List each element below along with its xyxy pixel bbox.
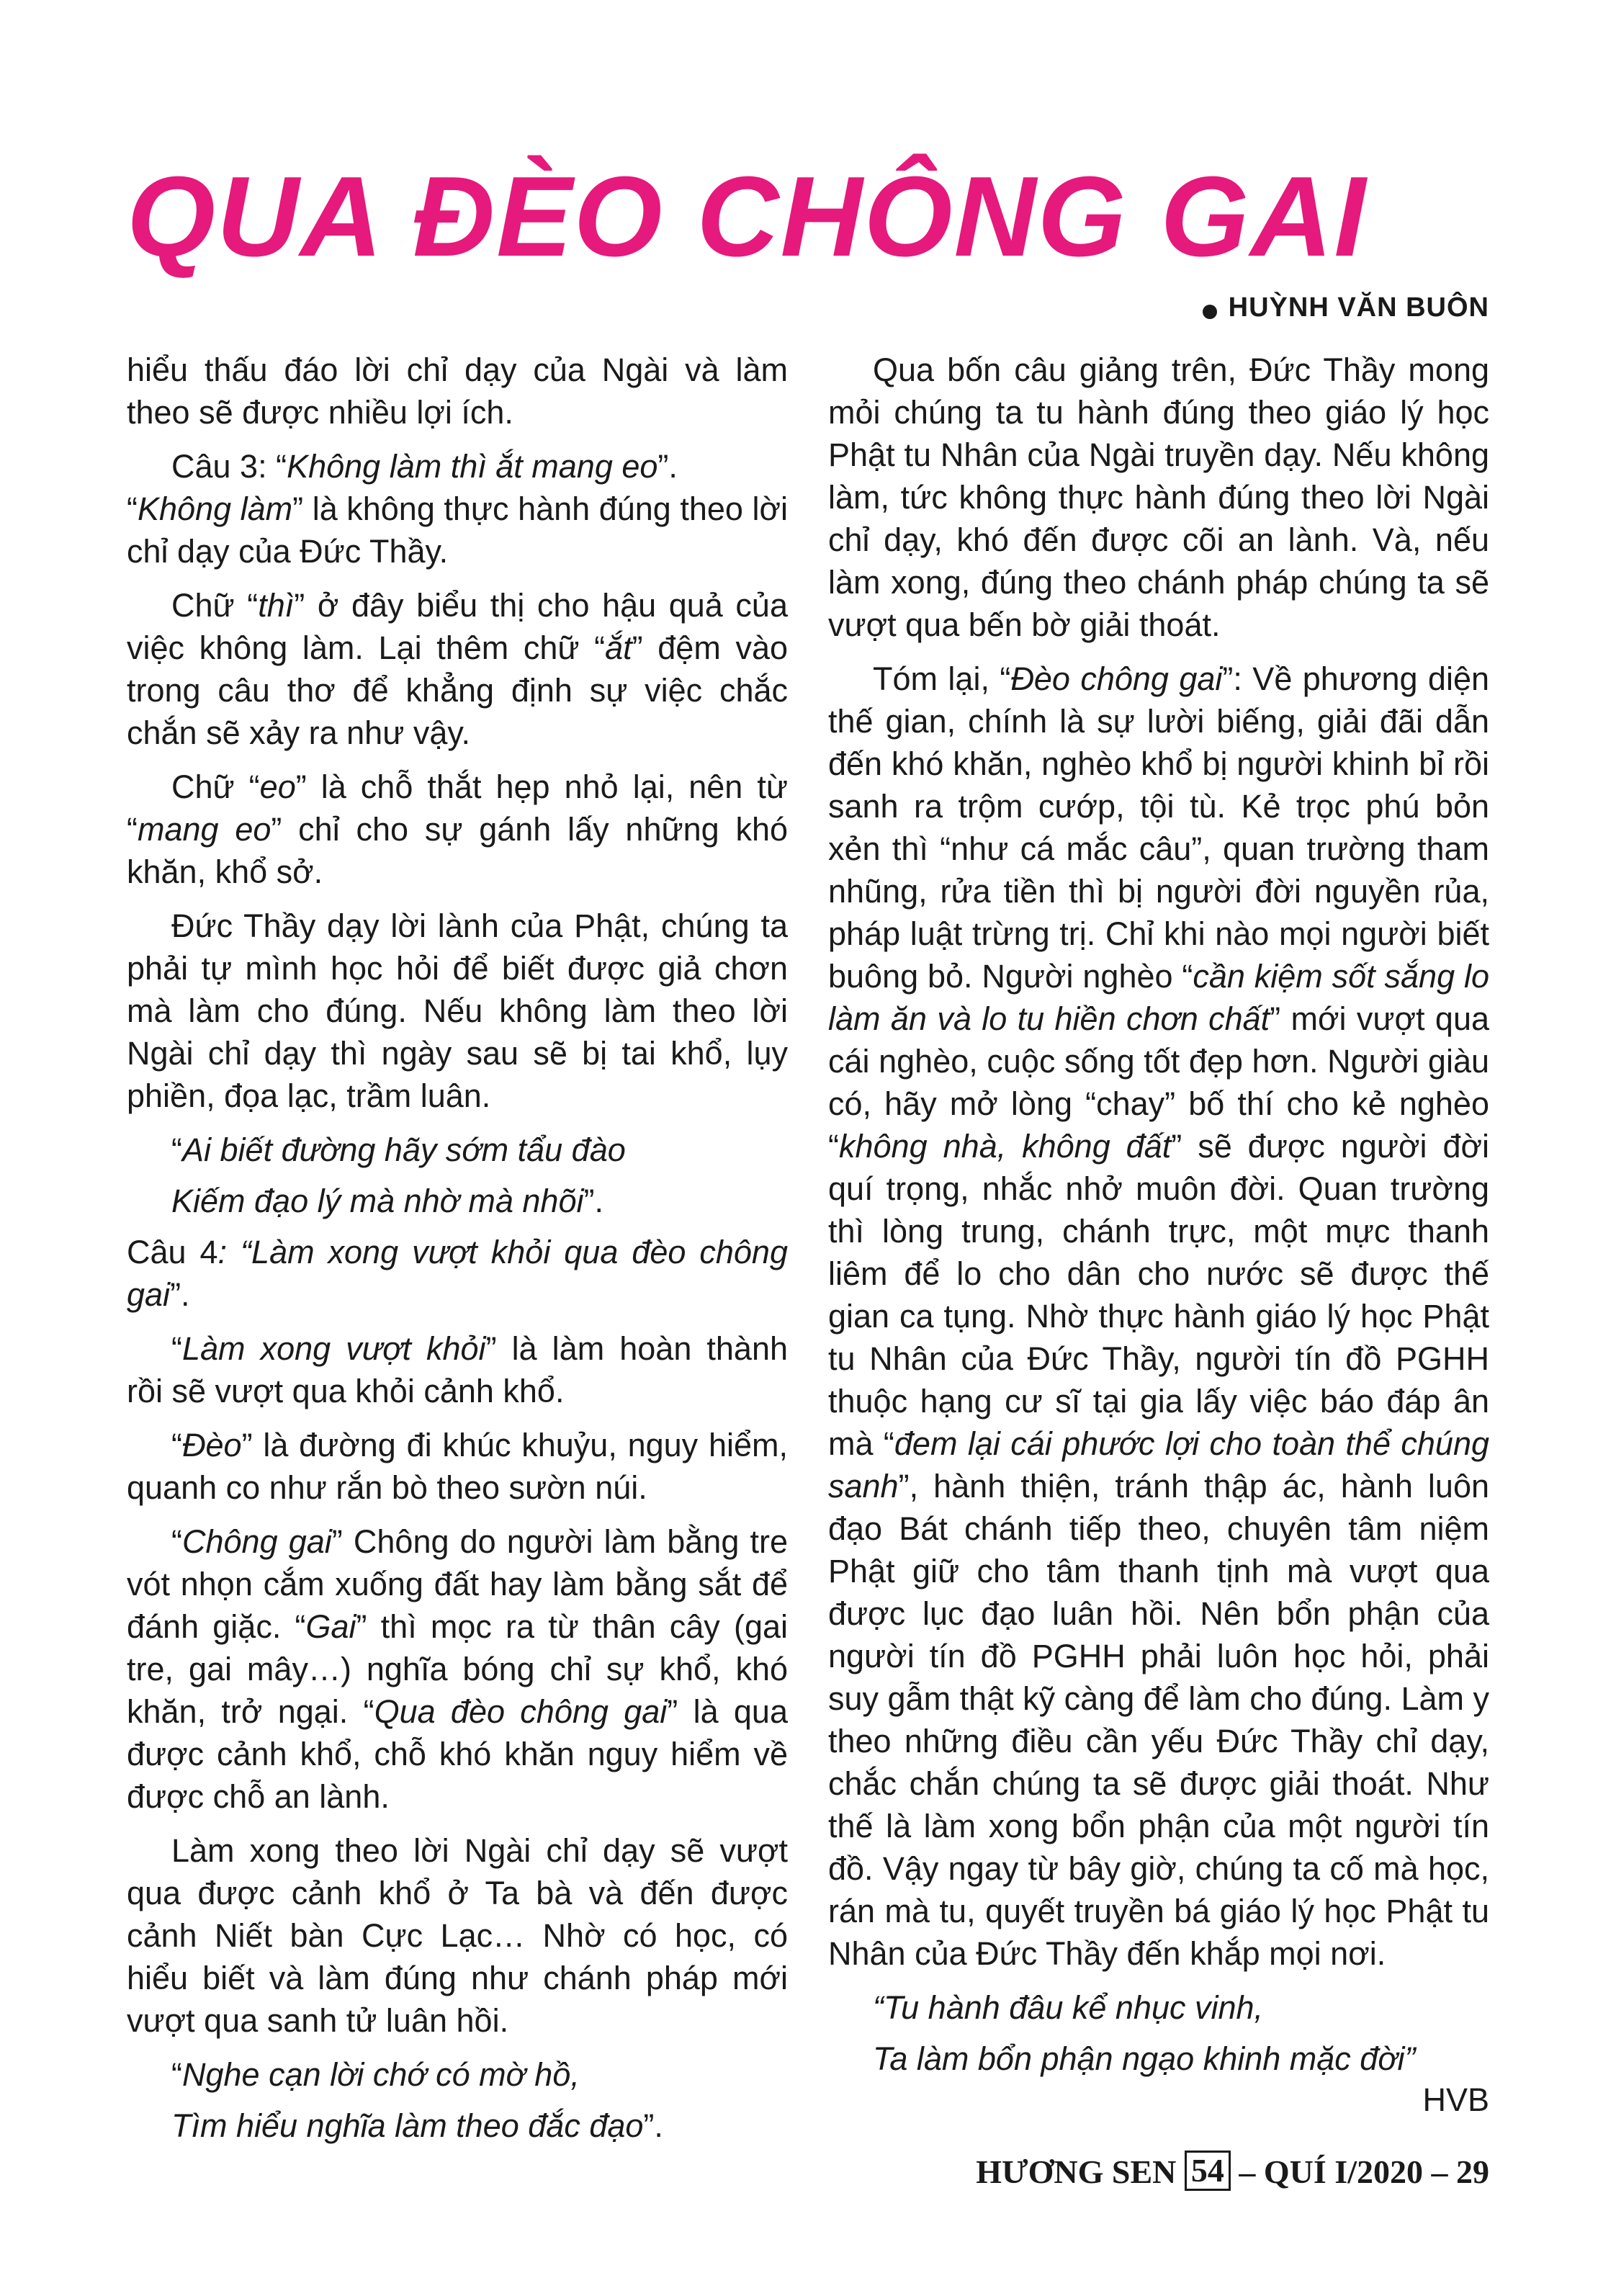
text-run: “ [127,490,138,527]
paragraph [828,658,1489,1975]
author-byline [1203,292,1489,323]
text-run: ”. [657,448,678,485]
text-run: ” mới vượt qua cái nghèo, cuộc sống tốt đẹp hơn. Người giàu có, hãy mở lòng “chay” bố thí cho kẻ nghèo “ [828,1000,1489,1165]
text-run: Tóm lại, “ [873,660,1011,697]
page-number: 29 [1456,2153,1489,2190]
verse-line [828,1986,1489,2029]
text-run: ”. [170,1276,190,1313]
text-run: ”, hành thiện, tránh thập ác, hành luôn đạo Bát chánh tiếp theo, chuyên tâm niệm Phật giữ cho tâm thanh tịnh mà vượt qua được lục đạo luân hồi. Nên bổn phận của người tín đồ PGHH phải luôn học hỏi, phải suy gẫm thật kỹ càng để làm cho đúng. Làm y theo những điều cần yếu Đức Thầy chỉ dạy, chắc chắn chúng ta sẽ được giải thoát. Như thế là làm xong bổn phận của một người tín đồ. Vậy ngay từ bây giờ, chúng ta cố mà học, rán mà tu, quyết truyền bá giáo lý học Phật tu Nhân của Đức Thầy đến khắp mọi nơi. [828,1468,1489,1972]
paragraph [127,445,788,488]
verse-text: Tìm hiểu nghĩa làm theo đắc đạo [171,2107,644,2144]
paragraph: Qua bốn câu giảng trên, Đức Thầy mong mỏi chúng ta tu hành đúng theo giáo lý học Phật tu Nhân của Ngài truyền dạy. Nếu không làm, tức không thực hành đúng theo lời Ngài chỉ dạy, khó đến được cõi an lành. Và, nếu làm xong, đúng theo chánh pháp chúng ta sẽ vượt qua bến bờ giải thoát. [828,351,1489,643]
text-run: ” đệm vào trong câu thơ để khẳng định sự việc chắc chắn sẽ xảy ra như vậy. [127,629,789,751]
verse-text: Ta làm bổn phận ngạo khinh mặc đời” [873,2040,1416,2077]
text-run: ” là chỗ thắt hẹp nhỏ lại, nên từ “ [127,768,788,848]
text-run: ” ở đây biểu thị cho hậu quả của việc không làm. Lại thêm chữ “ [127,587,788,666]
text-run: ” là qua được cảnh khổ, chỗ khó khăn nguy hiểm về được chỗ an lành. [127,1693,788,1815]
text-run: ” là không thực hành đúng theo lời chỉ dạy của Đức Thầy. [127,490,788,570]
text-run: Chữ “ [171,587,259,624]
verse-text: Nghe cạn lời chớ có mờ hồ, [182,2056,580,2093]
quote-text: Đèo chông gai [1010,660,1223,697]
paragraph: hiểu thấu đáo lời chỉ dạy của Ngài và làm theo sẽ được nhiều lợi ích. [127,351,788,431]
quote-text: Đèo [182,1427,242,1463]
quote-text: Làm xong vượt khỏi qua đèo chông gai [127,1234,788,1313]
quote-text: Làm xong vượt khỏi [182,1330,486,1367]
text-run: ” là đường đi khúc khuỷu, nguy hiểm, quanh co như rắn bò theo sườn núi. [127,1427,788,1506]
right-column [828,349,1489,2133]
verse-text: Ai biết đường hãy sớm tẩu đào [182,1131,626,1168]
paragraph [127,1424,788,1509]
article-title: QUA ĐÈO CHÔNG GAI [127,153,1368,280]
text-run: ” thì mọc ra từ thân cây (gai tre, gai mây…) nghĩa bóng chỉ sự khổ, khó khăn, trở ngại. “ [127,1608,788,1730]
paragraph [127,1520,788,1818]
paragraph [127,584,788,754]
text-run: Chữ “ [171,768,260,805]
text-run: ” chỉ cho sự gánh lấy những khó khăn, khổ sở. [127,811,788,890]
text-run: “ [171,1523,182,1560]
quote-text: cần kiệm sốt sắng lo làm ăn và lo tu hiền chơn chất [828,958,1489,1037]
text-run: “ [171,1330,182,1367]
quote-text: Qua đèo chông gai [374,1693,668,1730]
quote-text: không nhà, không đất [839,1128,1172,1165]
text-run: “ [171,2056,182,2093]
text-run: ”: Về phương diện thế gian, chính là sự lười biếng, giải đãi dẫn đến khó khăn, nghèo khổ bị người khinh bỉ rồi sanh ra trộm cướp, tội tù. Kẻ trọc phú bỏn xẻn thì “như cá mắc câu”, quan trường tham nhũng, rửa tiền thì bị người đời nguyền rủa, pháp luật trừng trị. Chỉ khi nào mọi người biết buông bỏ. Người nghèo “ [828,660,1490,995]
verse-line [127,2104,788,2147]
magazine-name: HƯƠNG SEN [976,2153,1177,2190]
text-run: “ [171,1131,182,1168]
text-run: ” Chông do người làm bằng tre vót nhọn cắm xuống đất hay làm bằng sắt để đánh giặc. “ [127,1523,788,1645]
verse-text: “Tu hành đâu kể nhục vinh, [873,1989,1264,2026]
verse-line [127,1129,788,1171]
paragraph [127,488,788,573]
bullet-dot-icon [1203,305,1217,319]
text-run: Câu 4 [127,1234,218,1270]
left-column [127,349,788,2156]
author-name: HUỲNH VĂN BUÔN [1228,292,1489,323]
page-footer [976,2151,1489,2191]
paragraph [127,1327,788,1412]
signature: HVB [1422,2081,1489,2118]
verse-line [127,1180,788,1222]
quote-text: ắt [605,629,632,666]
paragraph: Đức Thầy dạy lời lành của Phật, chúng ta phải tự mình học hỏi để biết được giả chơn mà làm cho đúng. Nếu không làm theo lời Ngài chỉ dạy thì ngày sau sẽ bị tai khổ, lụy phiền, đọa lạc, trầm luân. [127,907,788,1114]
verse-line [828,2037,1489,2080]
verse-line [127,2053,788,2096]
quote-text: thì [258,587,295,624]
text-run: : “ [217,1234,252,1270]
text-run: ” là làm hoàn thành rồi sẽ vượt qua khỏi cảnh khổ. [127,1330,789,1409]
quote-text: eo [259,768,296,805]
issue-number: 54 [1185,2151,1231,2191]
quote-text: Chông gai [182,1523,332,1560]
quote-text: đem lại cái phước lợi cho toàn thể chúng sanh [828,1425,1489,1504]
issue-quarter: – QUÍ I/2020 – [1239,2153,1448,2190]
paragraph: Làm xong theo lời Ngài chỉ dạy sẽ vượt qua được cảnh khổ ở Ta bà và đến được cảnh Niết bàn Cực Lạc… Nhờ có học, có hiểu biết và làm đúng như chánh pháp mới vượt qua sanh tử luân hồi. [127,1832,788,2039]
paragraph [127,766,788,893]
text-run: Câu 3: “ [171,448,287,485]
verse-text: Kiếm đạo lý mà nhờ mà nhõi [171,1183,584,1219]
text-run: ”. [643,2107,663,2144]
quote-text: mang eo [138,811,271,848]
quote-text: Không làm [138,490,293,527]
paragraph [127,1231,788,1316]
text-run: “ [171,1427,182,1463]
quote-text: Không làm thì ắt mang eo [287,448,658,485]
text-run: ” sẽ được người đời quí trọng, nhắc nhở muôn đời. Quan trường thì lòng trung, chánh trực, một mực thanh liêm để lo cho dân cho nước sẽ được thế gian ca tụng. Nhờ thực hành giáo lý học Phật tu Nhân của Đức Thầy, người tín đồ PGHH thuộc hạng cư sĩ tại gia lấy việc báo đáp ân mà “ [828,1128,1489,1462]
quote-text: Gai [305,1608,356,1645]
text-run: ”. [583,1183,603,1219]
